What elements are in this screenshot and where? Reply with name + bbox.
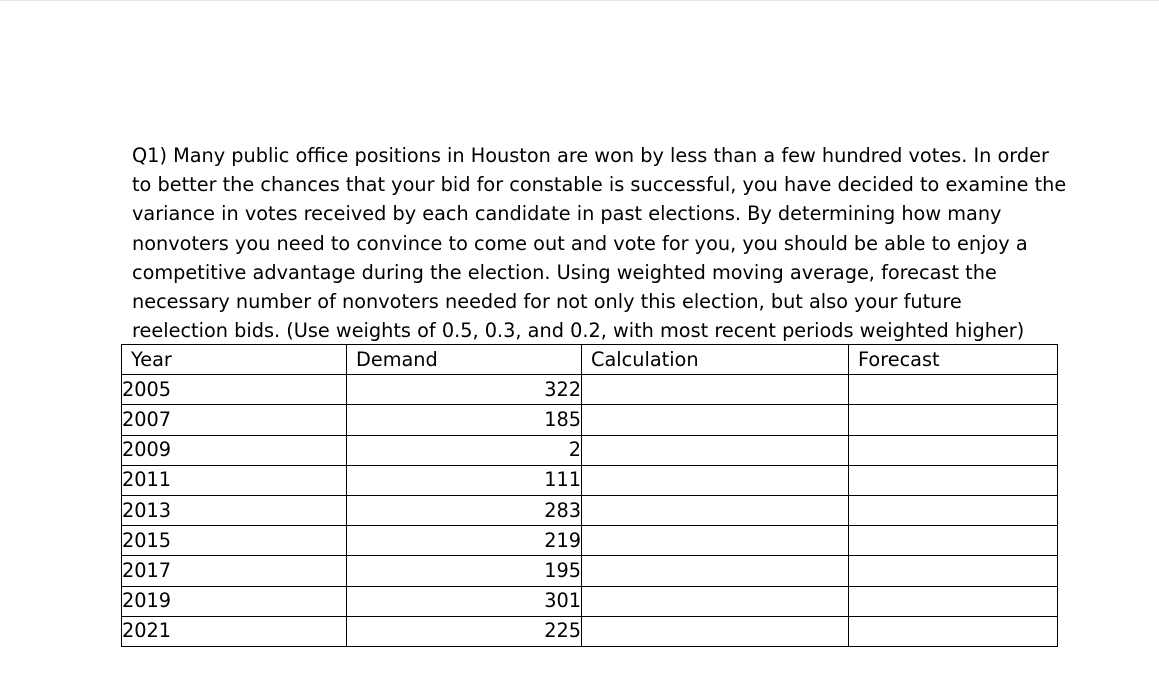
header-demand: Demand [347,345,582,375]
year-cell: 2019 [122,586,347,616]
calculation-cell[interactable] [582,526,849,556]
year-cell: 2021 [122,616,347,646]
table-row [122,435,1058,465]
table-header-row [122,345,1058,375]
demand-cell: 111 [347,465,582,495]
calculation-cell[interactable] [582,405,849,435]
table-row [122,586,1058,616]
question-line: to better the chances that your bid for constable is successful, you have decided to examine the [132,173,1067,197]
table-row [122,465,1058,495]
question-text [132,141,1092,345]
demand-cell: 322 [347,375,582,405]
demand-cell: 2 [347,435,582,465]
forecast-cell[interactable] [849,556,1058,586]
page-top-border [0,0,1159,1]
question-line: competitive advantage during the election. Using weighted moving average, forecast the [132,260,997,284]
header-calculation: Calculation [582,345,849,375]
question-line: Q1) Many public office positions in Houston are won by less than a few hundred votes. In order [132,144,1049,167]
header-year: Year [122,345,347,375]
year-cell: 2015 [122,526,347,556]
demand-table [121,344,1058,647]
year-cell: 2011 [122,465,347,495]
header-forecast: Forecast [849,345,1058,375]
year-cell: 2007 [122,405,347,435]
table-row [122,556,1058,586]
calculation-cell[interactable] [582,375,849,405]
year-cell: 2005 [122,375,347,405]
calculation-cell[interactable] [582,465,849,495]
calculation-cell[interactable] [582,616,849,646]
question-line: necessary number of nonvoters needed for not only this election, but also your future [132,290,962,314]
demand-cell: 219 [347,526,582,556]
forecast-cell[interactable] [849,435,1058,465]
year-cell: 2009 [122,435,347,465]
forecast-cell[interactable] [849,616,1058,646]
forecast-cell[interactable] [849,375,1058,405]
forecast-cell[interactable] [849,495,1058,525]
calculation-cell[interactable] [582,435,849,465]
demand-cell: 185 [347,405,582,435]
calculation-cell[interactable] [582,586,849,616]
table-row [122,375,1058,405]
year-cell: 2017 [122,556,347,586]
calculation-cell[interactable] [582,495,849,525]
demand-cell: 301 [347,586,582,616]
forecast-cell[interactable] [849,405,1058,435]
table-row [122,616,1058,646]
demand-cell: 195 [347,556,582,586]
calculation-cell[interactable] [582,556,849,586]
question-line: variance in votes received by each candidate in past elections. By determining how many [132,202,1002,226]
table-row [122,495,1058,525]
table-row [122,526,1058,556]
question-line: nonvoters you need to convince to come out and vote for you, you should be able to enjoy a [132,231,1028,255]
question-line: reelection bids. (Use weights of 0.5, 0.3, and 0.2, with most recent periods weighted higher) [132,319,1025,343]
forecast-cell[interactable] [849,526,1058,556]
forecast-cell[interactable] [849,465,1058,495]
demand-cell: 225 [347,616,582,646]
year-cell: 2013 [122,495,347,525]
forecast-cell[interactable] [849,586,1058,616]
demand-cell: 283 [347,495,582,525]
table-row [122,405,1058,435]
